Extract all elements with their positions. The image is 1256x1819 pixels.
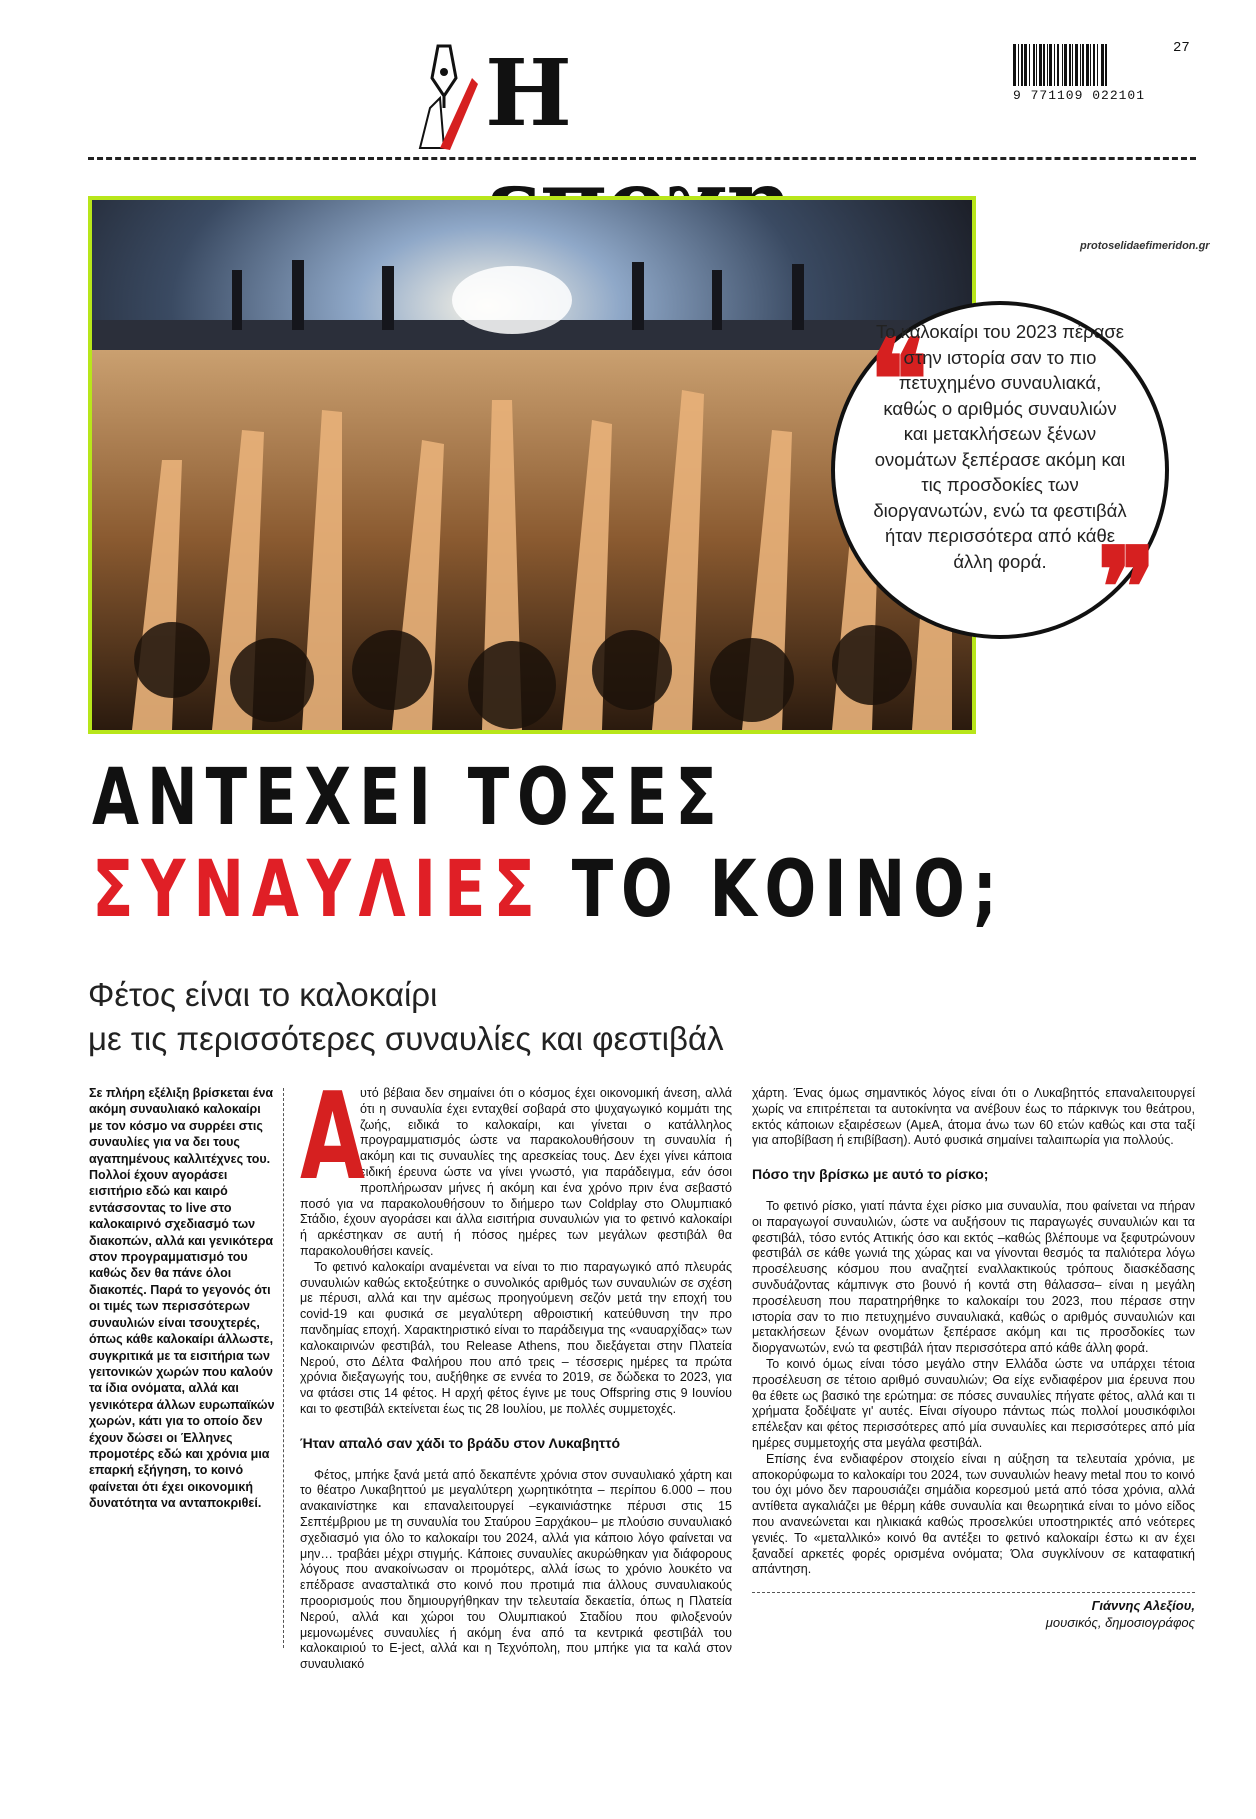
author-role: μουσικός, δημοσιογράφος: [1045, 1615, 1195, 1631]
masthead-title: Η: [485, 39, 571, 147]
paragraph: Το φετινό ρίσκο, γιατί πάντα έχει ρίσκο μια συναυλία, που φαίνεται να πήραν οι παραγωγοί συναυλιών, ώστε να αυξήσουν τις παραγωγές συναυλιών και τα φεστιβάλ, τόσο εντός Αττικής όσο και εκτός –καθώς βλέπουμε να ξεφυτρώνουν φεστιβάλ σε κάθε γωνιά της χώρας και να γίνονται θεσμός τα παλιότερα λόγω προσέλευσης κόσμου που αναζητεί εναλλακτικούς τρόπους διασκέδασης συνδυάζοντας κάμπινγκ στο βουνό ή κοντά στη θάλασσα– είναι η μεγάλη προσέλευση που παρατηρήθηκε το καλοκαίρι του 2023, που πέρασε στην ιστορία σαν το πιο πετυχημένο συναυλιακά, καθώς ο αριθμός συναυλιών και μετακλήσεων ξένων ονομάτων ξεπέρασε ακόμη και τις προσδοκίες των διοργανωτών, ενώ τα φεστιβάλ ήταν περισσότερα από κάθε άλλη φορά.: [752, 1198, 1195, 1356]
author-signature: [752, 1597, 1195, 1631]
column-divider: [283, 1088, 284, 1648]
issue-number: 27: [1173, 40, 1190, 56]
subheadline: [88, 973, 988, 1061]
drop-cap: Α: [300, 1068, 366, 1207]
paragraph: χάρτη. Ένας όμως σημαντικός λόγος είναι ότι ο Λυκαβηττός επαναλειτουργεί χωρίς να επιτρέπεται τα αυτοκίνητα να ανέβουν έως το πάρκινγκ του θεάτρου, εκτός κάποιων εξαιρέσεων (ΑμεΑ, άτομα άνω των 60 ετών καθώς και στα ταξί για αποβίβαση ή επιβίβαση). Αυτό φυσικά σημαίνει ταλαιπωρία για πολλούς.: [752, 1086, 1195, 1148]
headline-line-2-rest: ΤΟ ΚΟΙΝΟ;: [542, 845, 1005, 935]
paragraph: Το κοινό όμως είναι τόσο μεγάλο στην Ελλάδα ώστε να υπάρχει τέτοια προσέλευση σε τέτοιο αριθμό συναυλιών; Θα είχε ενδιαφέρον μια έρευνα που θα έθετε ως βασικό τηε ερώτημα: σε πόσες συναυλίες πήγατε φέτος, αλλά και τι χρήματα ξοδέψατε γι' αυτές. Είναι σίγουρο πάντως πώς πολλοί μουσικόφιλοι επέλεξαν και φέτος περισσότερες από μία συναυλίες και περισσότερες από μία ημέρες συμμετοχής στα μεγάλα φεστιβάλ.: [752, 1356, 1195, 1450]
headline: [92, 752, 1202, 936]
subheadline-line-1: Φέτος είναι το καλοκαίρι: [88, 976, 438, 1013]
photo-credit: protoselidaefimeridon.gr: [1080, 240, 1210, 252]
section-subheading: Ήταν απαλό σαν χάδι το βράδυ στον Λυκαβηττό: [300, 1434, 621, 1451]
section-subheading: Πόσο την βρίσκω με αυτό το ρίσκο;: [752, 1166, 989, 1183]
signature-rule: [752, 1592, 1195, 1593]
article-column-2: [752, 1086, 1195, 1631]
barcode-bars: [1013, 44, 1193, 86]
subheadline-line-2: με τις περισσότερες συναυλίες και φεστιβάλ: [88, 1020, 724, 1057]
paragraph: Φέτος, μπήκε ξανά μετά από δεκαπέντε χρόνια στον συναυλιακό χάρτη και το θέατρο Λυκαβηττού με μεγαλύτερη χωρητικότητα – περίπου 6.000 – που ανακαινίστηκε και επαναλειτουργεί –εγκαινιάστηκε πέρυσι στις 15 Σεπτέμβριου με τη συναυλία του Σταύρου Ξαρχάκου– με πλούσιο συναυλιακό σχεδιασμό για όλο το καλοκαίρι του 2024, αλλά για κάποιο λόγο φαίνεται να μην… τραβάει μέχρι στιγμής. Κάποιες συναυλίες ακυρώθηκαν για διάφορους λόγους που ανακοίνωσαν οι προμότερς, αλλά ίσως το χρόνιο λουκέτο να επέδρασε ανασταλτικά στο κοινό που προτιμά πια άλλους συναυλιακούς προορισμούς που δημιουργήθηκαν την τελευταία δεκαετία, όπως η Πλατεία Νερού, αλλά και χώροι του Ολυμπιακού Σταδίου που φιλοξενούν μεμονωμένες συναυλίες ή ακόμη ένα από τα κεντρικά φεστιβάλ του καλοκαιριού το E-ject, αλλά και η Τεχνόπολη, που μπήκε για τα καλά στον συναυλιακό: [300, 1467, 732, 1672]
paragraph: Επίσης ένα ενδιαφέρον στοιχείο είναι η αύξηση τα τελευταία χρόνια, με αποκορύφωμα το καλοκαίρι του 2024, των συναυλιών heavy metal που το κοινό του όχι μόνο δεν παρουσιάζει σημάδια κορεσμού μετά από τόσα χρόνια, αλλά αντίθετα αγκαλιάζει με θέρμη κάθε συναυλία και θεωρητικά είναι το μόνο είδος που ανανεώνεται και ηλικιακά καθώς προσελκύει υποστηρικτές από νεότερες γενιές. Το «μεταλλικό» κοινό θα αντέξει το φετινό καλοκαίρι έστω κι αν έχει ξαναδεί αρκετές φορές ορισμένα ονόματα; Όλα συγκλίνουν σε καταφατική απάντηση.: [752, 1451, 1195, 1577]
author-name: Γιάννης Αλεξίου,: [1091, 1598, 1195, 1614]
masthead-rule: [88, 157, 1196, 160]
pull-quote: [835, 305, 1165, 652]
close-quote-icon: ❞: [1097, 523, 1157, 652]
paragraph: Το φετινό καλοκαίρι αναμένεται να είναι το πιο παραγωγικό από πλευράς συναυλιών καθώς εκτοξεύτηκε ο συνολικός αριθμός των συναυλιών σε σχέση με πέρυσι, αλλά και την αμέσως προηγούμενη σεζόν μετά την εποχή του covid-19 και φυσικά σε μεγαλύτερη αθροιστική κατεύθυνση την προ πανδημίας εποχή. Χαρακτηριστικό είναι το παράδειγμα της «ναυαρχίδας» των καλοκαιρινών φεστιβάλ, του Release Athens, που διεξάγεται στην Πλατεία Νερού, στο Δέλτα Φαλήρου που από τρεις – τέσσερις ημέρες τα πρώτα χρόνια διεξαγωγής του, αυξήθηκε σε εννέα το 2019, σε δώδεκα το 2023, για να φτάσει στις 14 φέτος. Η αρχή φέτος έγινε με τους Offspring στις 9 Ιουνίου και το φεστιβάλ εκτείνεται έως τις 28 Ιουλίου, με πολλές συμμετοχές.: [300, 1259, 732, 1416]
barcode: [1013, 40, 1193, 114]
headline-red-word: ΣΥΝΑΥΛΙΕΣ: [92, 845, 543, 935]
article-column-1: [300, 1068, 732, 1673]
headline-line-2: [92, 844, 1005, 936]
pull-quote-text: Το καλοκαίρι του 2023 πέρασε στην ιστορία σαν το πιο πετυχημένο συναυλιακά, καθώς ο αριθμός συναυλιών και μετακλήσεων ξένων ονομάτων ξεπέρασε ακόμη και τις προσδοκίες των διοργανωτών, ενώ τα φεστιβάλ ήταν περισσότερα από κάθε άλλη φορά.: [873, 321, 1127, 572]
pen-nib-icon: [410, 38, 480, 158]
headline-line-1: ΑΝΤΕΧΕΙ ΤΟΣΕΣ: [92, 753, 725, 843]
masthead-logo: [410, 38, 870, 168]
open-quote-icon: ❝: [869, 315, 929, 444]
lead-paragraph: Σε πλήρη εξέλιξη βρίσκεται ένα ακόμη συναυλιακό καλοκαίρι με τον κόσμο να συρρέει στις συναυλίες για να δει τους αγαπημένους καλλιτέχνες του. Πολλοί έχουν αγοράσει εισιτήριο εδώ και καιρό εντάσσοντας το live στο καλοκαιρινό σχεδιασμό των διακοπών, αλλά και γενικότερα στον προγραμματισμό του καθώς δεν θα πάνε όλοι διακοπές. Παρά το γεγονός ότι οι τιμές των περισσότερων συναυλιών είναι τσουχτερές, όπως κάθε καλοκαίρι άλλωστε, συγκριτικά με τα εισιτήρια των γειτονικών χωρών που καλούν τα ίδια ονόματα, αλλά και γενικότερα άλλων ευρωπαϊκών χωρών, κάτι για το οποίο δεν έχουν δώσει οι Έλληνες προμοτέρς εδώ και χρόνια μια επαρκή εξήγηση, το κοινό φαίνεται ότι έχει οικονομική δυνατότητα να ανταποκριθεί.: [89, 1086, 275, 1511]
barcode-number: 9 771109 022101: [1013, 88, 1146, 103]
paragraph: υτό βέβαια δεν σημαίνει ότι ο κόσμος έχει οικονομική άνεση, αλλά ότι η συναυλία έχει ενταχθεί σοβαρά στο ψυχαγωγικό κομμάτι της ζωής, ειδικά το καλοκαίρι, και γίνεται ο κατάλληλος προγραμματισμός ώστε να παρακολουθήσουν τη συναυλία ή ακόμη και τις συναυλίες της αρεσκείας τους. Δεν έχει γίνει κάποια ειδική έρευνα ώστε να γίνει γνωστό, για παράδειγμα, εάν όσοι προπλήρωσαν μήνες ή ακόμη και ένα χρόνο πριν ένα σεβαστό ποσό για να παρακολουθήσουν το διήμερο των Coldplay στο Ολυμπιακό Στάδιο, έχουν αγοράσει και άλλα εισιτήρια συναυλιών για το φετινό καλοκαίρι ή αρκέστηκαν σε αυτή ή πόσος ημέρες των μεγάλων φεστιβάλ θα παρακολουθήσει κανείς.: [300, 1086, 732, 1258]
